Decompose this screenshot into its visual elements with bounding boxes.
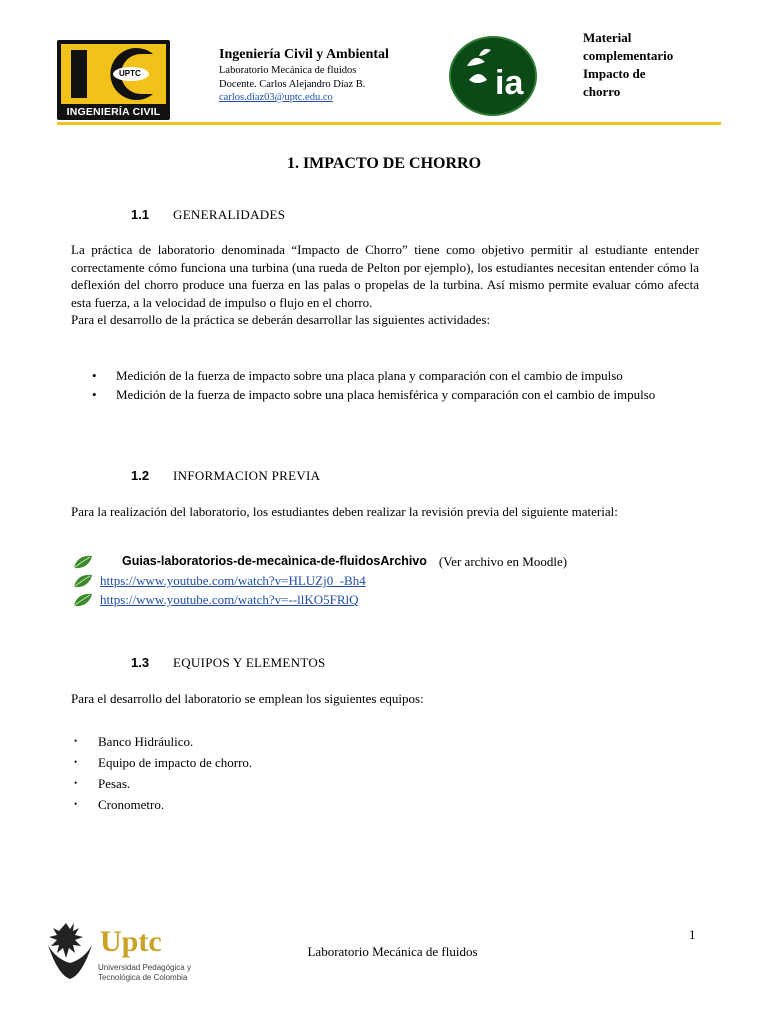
generalidades-text (71, 241, 699, 329)
section-number: 1.3 (131, 655, 150, 670)
list-item: • Cronometro. (74, 794, 252, 815)
paragraph: La práctica de laboratorio denominada “Impacto de Chorro” tiene como objetivo permitir al estudiante entender correctamente cómo funciona una turbina (una rueda de Pelton por ejemplo), los estudiantes necesitan entender cómo la deflexión del chorro produce una fuerza en las palas o propelas de la turbina. Así mismo permite evaluar cómo afecta esta fuerza, a la velocidad de impulso o flujo en el chorro. (71, 242, 699, 310)
section-heading-informacion-previa (131, 468, 320, 484)
header-title: Ingeniería Civil y Ambiental (219, 47, 389, 62)
youtube-link-1[interactable]: https://www.youtube.com/watch?v=HLUZj0_-Bh4 (100, 573, 366, 588)
resource-file-note: (Ver archivo en Moodle) (438, 554, 568, 569)
youtube-link-2[interactable]: https://www.youtube.com/watch?v=--llKO5FRlQ (100, 592, 359, 607)
page-number: 1 (689, 927, 696, 942)
resources-list (72, 552, 567, 609)
header-lab-line: Laboratorio Mecánica de fluidos (219, 65, 357, 76)
resource-link-row (72, 571, 567, 590)
uptc-subtitle-2: Tecnológica de Colombia (98, 973, 188, 982)
resource-link-row (72, 590, 567, 609)
header-right-line-4: chorro (583, 84, 621, 99)
leaf-icon (72, 592, 94, 608)
paragraph: Para el desarrollo de la práctica se deberán desarrollar las siguientes actividades: (71, 312, 491, 327)
section-label: EQUIPOS Y ELEMENTOS (173, 655, 326, 670)
header-divider (57, 122, 721, 125)
list-item: • Pesas. (74, 773, 252, 794)
activities-list (92, 367, 697, 404)
section-label: INFORMACION PREVIA (173, 468, 321, 483)
header-teacher-line: Docente. Carlos Alejandro Díaz B. (219, 79, 366, 90)
logo-ingenieria-ambiental (449, 36, 537, 116)
section-number: 1.2 (131, 468, 150, 483)
header-right-line-1: Material (583, 30, 632, 45)
section-label: GENERALIDADES (173, 207, 286, 222)
previa-intro: Para la realización del laboratorio, los estudiantes deben realizar la revisión previa del siguiente material: (71, 504, 618, 519)
header-right-line-3: Impacto de (583, 66, 646, 81)
section-heading-equipos (131, 655, 326, 671)
header-right-block (583, 29, 723, 101)
header-email-link[interactable]: carlos.diaz03@uptc.edu.co (219, 92, 333, 103)
footer-text: Laboratorio Mecánica de fluidos (307, 944, 478, 959)
uptc-badge: UPTC (119, 69, 141, 78)
equipos-intro: Para el desarrollo del laboratorio se emplean los siguientes equipos: (71, 691, 424, 706)
equipment-list (74, 731, 252, 815)
section-heading-generalidades (131, 207, 285, 223)
leaf-icon (72, 554, 94, 570)
list-item: • Medición de la fuerza de impacto sobre una placa hemisférica y comparación con el cambio de impulso (92, 386, 697, 404)
leaf-icon (72, 573, 94, 589)
list-item: • Equipo de impacto de chorro. (74, 752, 252, 773)
section-number: 1.1 (131, 207, 150, 222)
logo-caption: INGENIERÍA CIVIL (66, 106, 161, 118)
document-title: 1. IMPACTO DE CHORRO (286, 155, 482, 172)
resource-file[interactable] (72, 552, 567, 571)
header-right-line-2: complementario (583, 48, 674, 63)
resource-file-name: Guias-laboratorios-de-mecaìnica-de-fluidosArchivo (122, 554, 427, 568)
list-item: • Medición de la fuerza de impacto sobre una placa plana y comparación con el cambio de impulso (92, 367, 697, 385)
uptc-logo-text: Uptc (100, 925, 162, 958)
ia-logo-text: ia (495, 64, 524, 102)
logo-ingenieria-civil (57, 40, 170, 120)
uptc-subtitle-1: Universidad Pedagógica y (98, 963, 191, 972)
list-item: • Banco Hidráulico. (74, 731, 252, 752)
